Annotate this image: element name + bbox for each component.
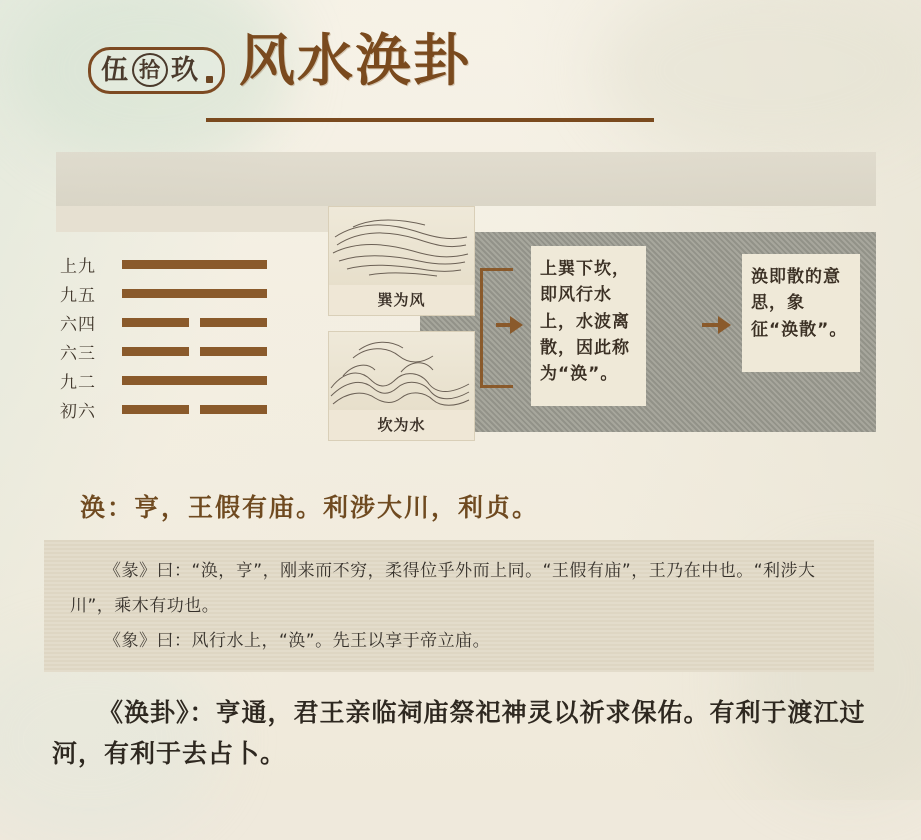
commentary-block (44, 540, 874, 672)
hexagram-row-label: 初六 (60, 402, 96, 422)
title-underline (206, 118, 654, 122)
hexagram-verse: 涣：亨，王假有庙。利涉大川，利贞。 (80, 493, 540, 522)
result-box: 涣即散的意思，象征“涣散”。 (742, 254, 860, 372)
seal-char-2: 拾 (132, 53, 168, 87)
hexagram-yin-line (122, 405, 267, 414)
water-illustration-icon (329, 332, 474, 410)
page-title: 风水涣卦 (239, 29, 471, 94)
arrow-right-icon (510, 316, 523, 334)
hexagram-row (60, 395, 290, 424)
hexagram-yin-line (122, 347, 267, 356)
page-header (88, 29, 471, 94)
paper-stain (600, 0, 921, 160)
banner-strip (56, 152, 876, 206)
hexagram-row (60, 250, 290, 279)
commentary-paragraph-2: 《象》曰：风行水上，“涣”。先王以享于帝立庙。 (104, 630, 491, 651)
trigram-lower-caption: 坎为水 (377, 416, 426, 434)
seal-char-1: 伍 (101, 54, 129, 86)
wind-illustration-icon (329, 207, 474, 285)
trigram-upper-card (328, 206, 475, 316)
hexagram-row-label: 九二 (60, 373, 96, 393)
hexagram-row-label: 六三 (60, 344, 96, 364)
explanation-box: 上巽下坎，即风行水上，水波离散，因此称为“涣”。 (531, 246, 646, 406)
grouping-brace (480, 268, 513, 388)
commentary-paragraph-1: 《彖》曰：“涣，亨”，刚来而不穷，柔得位乎外而上同。“王假有庙”，王乃在中也。“利涉大川”，乘木有功也。 (70, 561, 816, 616)
closing-text: 《涣卦》：亨通，君王亲临祠庙祭祀神灵以祈求保佑。有利于渡江过河，有利于去占卜。 (52, 698, 866, 769)
trigram-lower-card (328, 331, 475, 441)
closing-paragraph (52, 692, 882, 775)
hexagram-row (60, 279, 290, 308)
hexagram-row-label: 六四 (60, 315, 96, 335)
hexagram-row-label: 上九 (60, 257, 96, 277)
hexagram-row (60, 366, 290, 395)
hexagram-diagram (56, 206, 876, 461)
hexagram-yang-line (122, 260, 267, 269)
hexagram-yin-line (122, 318, 267, 327)
hexagram-row (60, 308, 290, 337)
hexagram-row (60, 337, 290, 366)
hexagram-lines (60, 250, 290, 424)
hexagram-yang-line (122, 376, 267, 385)
chapter-number-seal (88, 47, 225, 94)
hexagram-yang-line (122, 289, 267, 298)
trigram-upper-caption: 巽为风 (377, 291, 426, 309)
arrow-right-icon (718, 316, 731, 334)
seal-dot-icon (206, 76, 213, 83)
hexagram-row-label: 九五 (60, 286, 96, 306)
seal-char-3: 玖 (171, 54, 199, 86)
